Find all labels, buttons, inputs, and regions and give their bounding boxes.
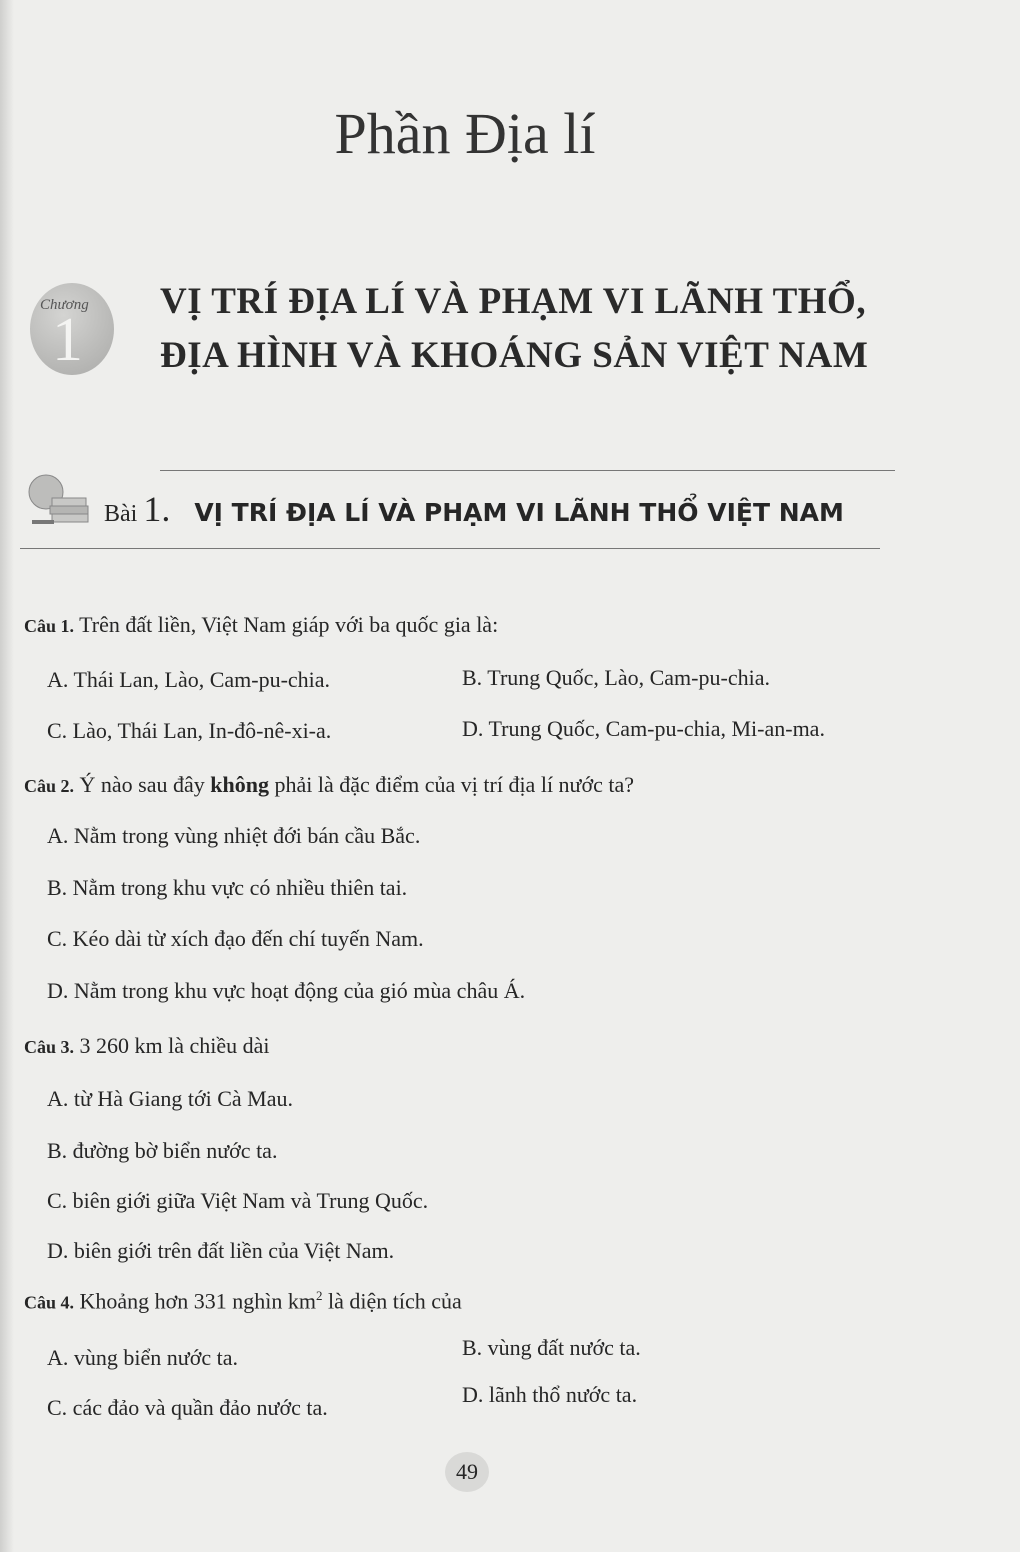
question-3 <box>24 1033 270 1059</box>
question-label: Câu 1. <box>24 616 75 636</box>
globe-books-icon <box>22 468 92 528</box>
chapter-number: 1 <box>52 306 83 374</box>
option: D. Nằm trong khu vực hoạt động của gió mùa châu Á. <box>47 978 526 1003</box>
question-label: Câu 4. <box>24 1292 75 1313</box>
chapter-badge <box>30 283 114 375</box>
option: B. Nằm trong khu vực có nhiều thiên tai. <box>47 875 408 900</box>
lesson-heading <box>104 488 844 530</box>
option: A. Thái Lan, Lào, Cam-pu-chia. <box>47 667 331 692</box>
question-text: Khoảng hơn 331 nghìn km <box>74 1288 317 1314</box>
question-text-emphasis: không <box>210 772 269 797</box>
option: A. vùng biển nước ta. <box>47 1345 238 1370</box>
page-number: 49 <box>445 1452 489 1492</box>
question-text: 3 260 km là chiều dài <box>74 1033 270 1058</box>
question-text: phải là đặc điểm của vị trí địa lí nước ta? <box>268 772 635 797</box>
option: A. từ Hà Giang tới Cà Mau. <box>47 1086 293 1111</box>
question-text: Ý nào sau đây <box>74 772 211 797</box>
option: C. Lào, Thái Lan, In-đô-nê-xi-a. <box>47 718 332 743</box>
superscript: 2 <box>316 1288 323 1303</box>
option: D. lãnh thổ nước ta. <box>462 1382 638 1407</box>
chapter-title-line-2: ĐỊA HÌNH VÀ KHOÁNG SẢN VIỆT NAM <box>160 335 869 376</box>
option: B. Trung Quốc, Lào, Cam-pu-chia. <box>462 665 770 690</box>
question-label: Câu 2. <box>24 776 75 796</box>
lesson-title: VỊ TRÍ ĐỊA LÍ VÀ PHẠM VI LÃNH THỔ VIỆT NAM <box>194 498 844 527</box>
option: D. biên giới trên đất liền của Việt Nam. <box>47 1238 395 1263</box>
book-spine-shadow <box>0 0 14 1552</box>
question-text: là diện tích của <box>322 1288 462 1314</box>
divider <box>160 470 895 471</box>
question-1 <box>24 612 498 638</box>
chapter-label: Chương <box>40 297 89 313</box>
chapter-title-line-1: VỊ TRÍ ĐỊA LÍ VÀ PHẠM VI LÃNH THỔ, <box>160 281 867 322</box>
option: C. các đảo và quần đảo nước ta. <box>47 1395 328 1420</box>
option: A. Nằm trong vùng nhiệt đới bán cầu Bắc. <box>47 823 421 848</box>
part-title: Phần Địa lí <box>334 101 596 166</box>
lesson-number: 1. <box>143 489 171 529</box>
divider <box>20 548 880 549</box>
option: B. vùng đất nước ta. <box>462 1335 641 1360</box>
question-2 <box>24 772 634 798</box>
option: C. Kéo dài từ xích đạo đến chí tuyến Nam. <box>47 926 424 951</box>
question-4 <box>24 1288 462 1314</box>
option: C. biên giới giữa Việt Nam và Trung Quốc. <box>47 1188 429 1213</box>
lesson-label: Bài <box>104 501 138 527</box>
question-text: Trên đất liền, Việt Nam giáp với ba quốc gia là: <box>74 612 499 637</box>
option: B. đường bờ biển nước ta. <box>47 1138 278 1163</box>
option: D. Trung Quốc, Cam-pu-chia, Mi-an-ma. <box>462 716 825 741</box>
question-label: Câu 3. <box>24 1037 75 1057</box>
